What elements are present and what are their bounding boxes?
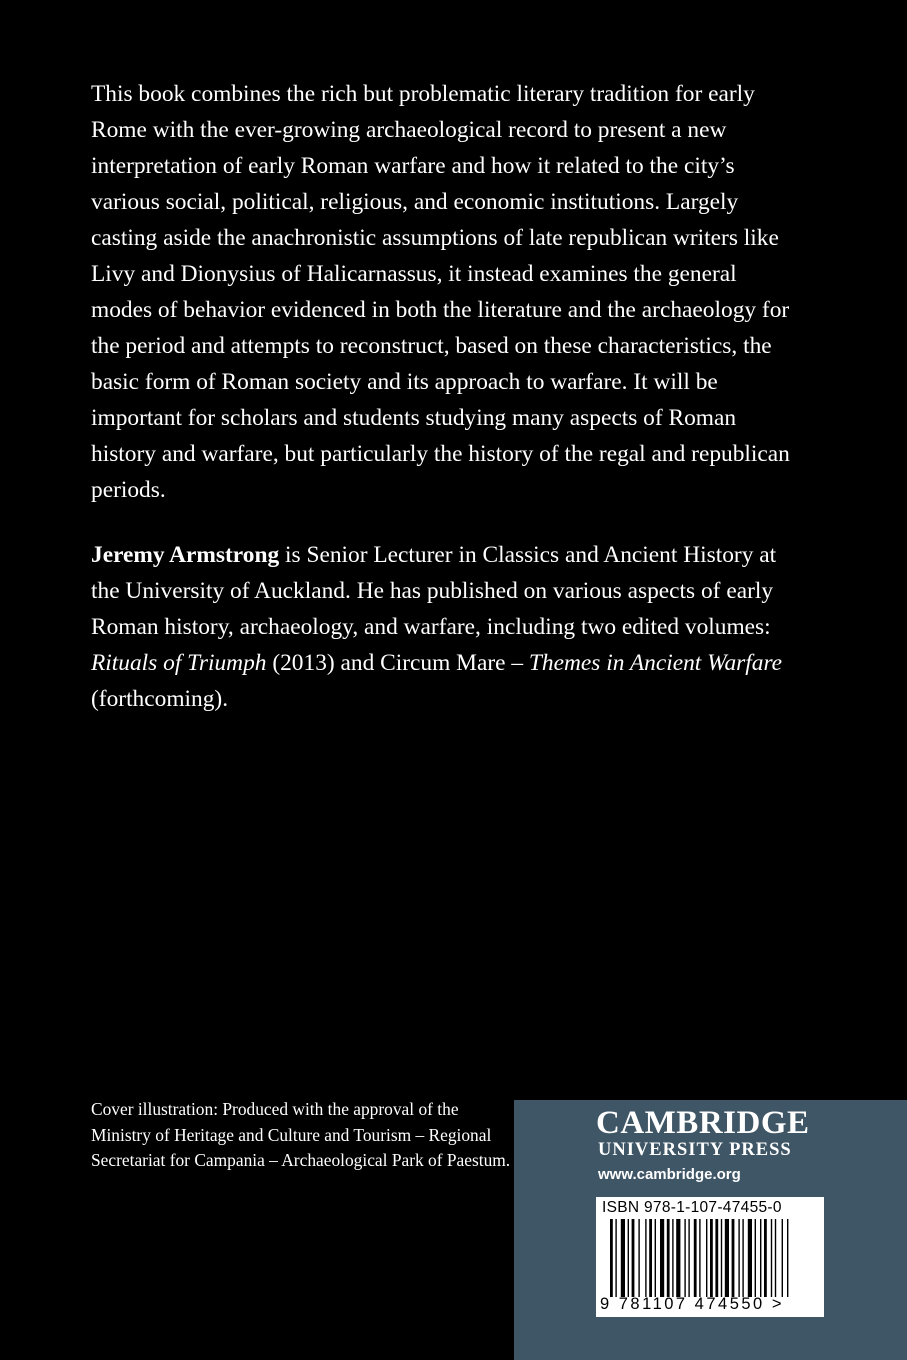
- publisher-logo-name: CAMBRIDGE: [596, 1105, 810, 1141]
- cover-illustration-credit: Cover illustration: Produced with the approval of the Ministry of Heritage and Culture and Tourism – Regional Secretariat for Campania – Archaeological Park of Paestum.: [91, 1099, 511, 1170]
- isbn-barcode: [596, 1197, 824, 1317]
- publisher-url: www.cambridge.org: [598, 1166, 741, 1183]
- bio-text-part-2: (2013) and Circum Mare –: [266, 650, 529, 676]
- isbn-label: ISBN 978-1-107-47455-0: [602, 1199, 782, 1216]
- author-bio: [91, 537, 791, 717]
- book-title-themes: Themes in Ancient Warfare: [528, 650, 783, 676]
- bio-text-part-3: (forthcoming).: [91, 686, 229, 712]
- publisher-panel: [514, 1100, 907, 1360]
- author-name: Jeremy Armstrong: [91, 542, 280, 568]
- book-description: This book combines the rich but problematic literary tradition for early Rome with the ever-growing archaeological record to present a new interpretation of early Roman warfare and how it related to the city’s various social, political, religious, and economic institutions. Largely casting aside the anachronistic assumptions of late republican writers like Livy and Dionysius of Halicarnassus, it instead examines the general modes of behavior evidenced in both the literature and the archaeology for the period and attempts to reconstruct, based on these characteristics, the basic form of Roman society and its approach to warfare. It will be important for scholars and students studying many aspects of Roman history and warfare, but particularly the history of the regal and republican periods.: [91, 81, 790, 503]
- publisher-logo-press: UNIVERSITY PRESS: [598, 1140, 792, 1160]
- barcode-bars-icon: [610, 1219, 810, 1297]
- book-title-rituals: Rituals of Triumph: [91, 650, 267, 676]
- barcode-digits: 9 781107 474550 >: [600, 1295, 784, 1313]
- bio-text-part-1: is Senior Lecturer in Classics and Ancient History at the University of Auckland. He has published on various aspects of early Roman history, archaeology, and warfare, including two edited volumes:: [91, 542, 777, 640]
